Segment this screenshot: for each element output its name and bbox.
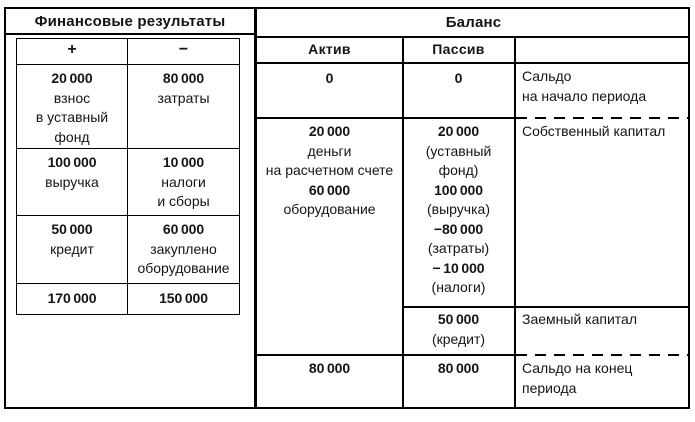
minus-row-equipment-cell: 60 000 закуплено оборудование	[128, 216, 239, 284]
closing-row-separator-dashed	[516, 354, 688, 356]
balance-title-underline	[257, 36, 688, 38]
liability-equity-cell: 20 000 (уставный фонд) 100 000 (выручка) −80 000 (затраты) − 10 000 (налоги)	[425, 123, 492, 295]
plus-total-cell: 170 000	[17, 284, 128, 314]
liability-column-header: Пассив	[432, 41, 485, 57]
plus-row-contribution-cell: 20 000 взнос в уставный фонд	[17, 65, 128, 149]
liability-opening-cell: 0	[454, 70, 463, 86]
minus-row-costs-cell: 80 000 затраты	[128, 65, 239, 149]
liability-closing-cell: 80 000	[437, 360, 480, 376]
balance-title: Баланс	[445, 14, 502, 31]
financial-results-table	[16, 38, 240, 315]
asset-column-header: Актив	[308, 41, 351, 57]
financial-results-title: Финансовые результаты	[34, 13, 226, 30]
asset-equity-cell: 20 000 деньги на расчетном счете 60 000 оборудование	[265, 123, 394, 217]
minus-column-header: −	[128, 39, 239, 65]
equity-capital-label: Собственный капитал	[522, 123, 666, 139]
plus-row-revenue-cell: 100 000 выручка	[17, 149, 128, 216]
equity-debt-separator	[402, 306, 688, 308]
debt-capital-label: Заемный капитал	[522, 311, 637, 327]
liability-debt-cell: 50 000 (кредит)	[431, 311, 486, 347]
closing-row-separator-solid	[257, 354, 515, 356]
asset-opening-cell: 0	[325, 70, 334, 86]
financial-results-title-underline	[6, 33, 254, 35]
balance-header-underline	[257, 62, 688, 64]
liability-label-divider-line	[514, 37, 516, 407]
minus-total-cell: 150 000	[159, 290, 208, 306]
opening-row-separator-dashed	[516, 117, 688, 119]
plus-row-credit-cell: 50 000 кредит	[17, 216, 128, 284]
minus-row-taxes-cell: 10 000 налоги и сборы	[128, 149, 239, 216]
asset-closing-cell: 80 000	[308, 360, 351, 376]
plus-column-header: +	[17, 39, 128, 65]
opening-row-separator-solid	[257, 117, 515, 119]
closing-balance-label: Сальдо на конец периода	[522, 360, 633, 396]
opening-balance-label: Сальдо на начало периода	[522, 68, 647, 104]
